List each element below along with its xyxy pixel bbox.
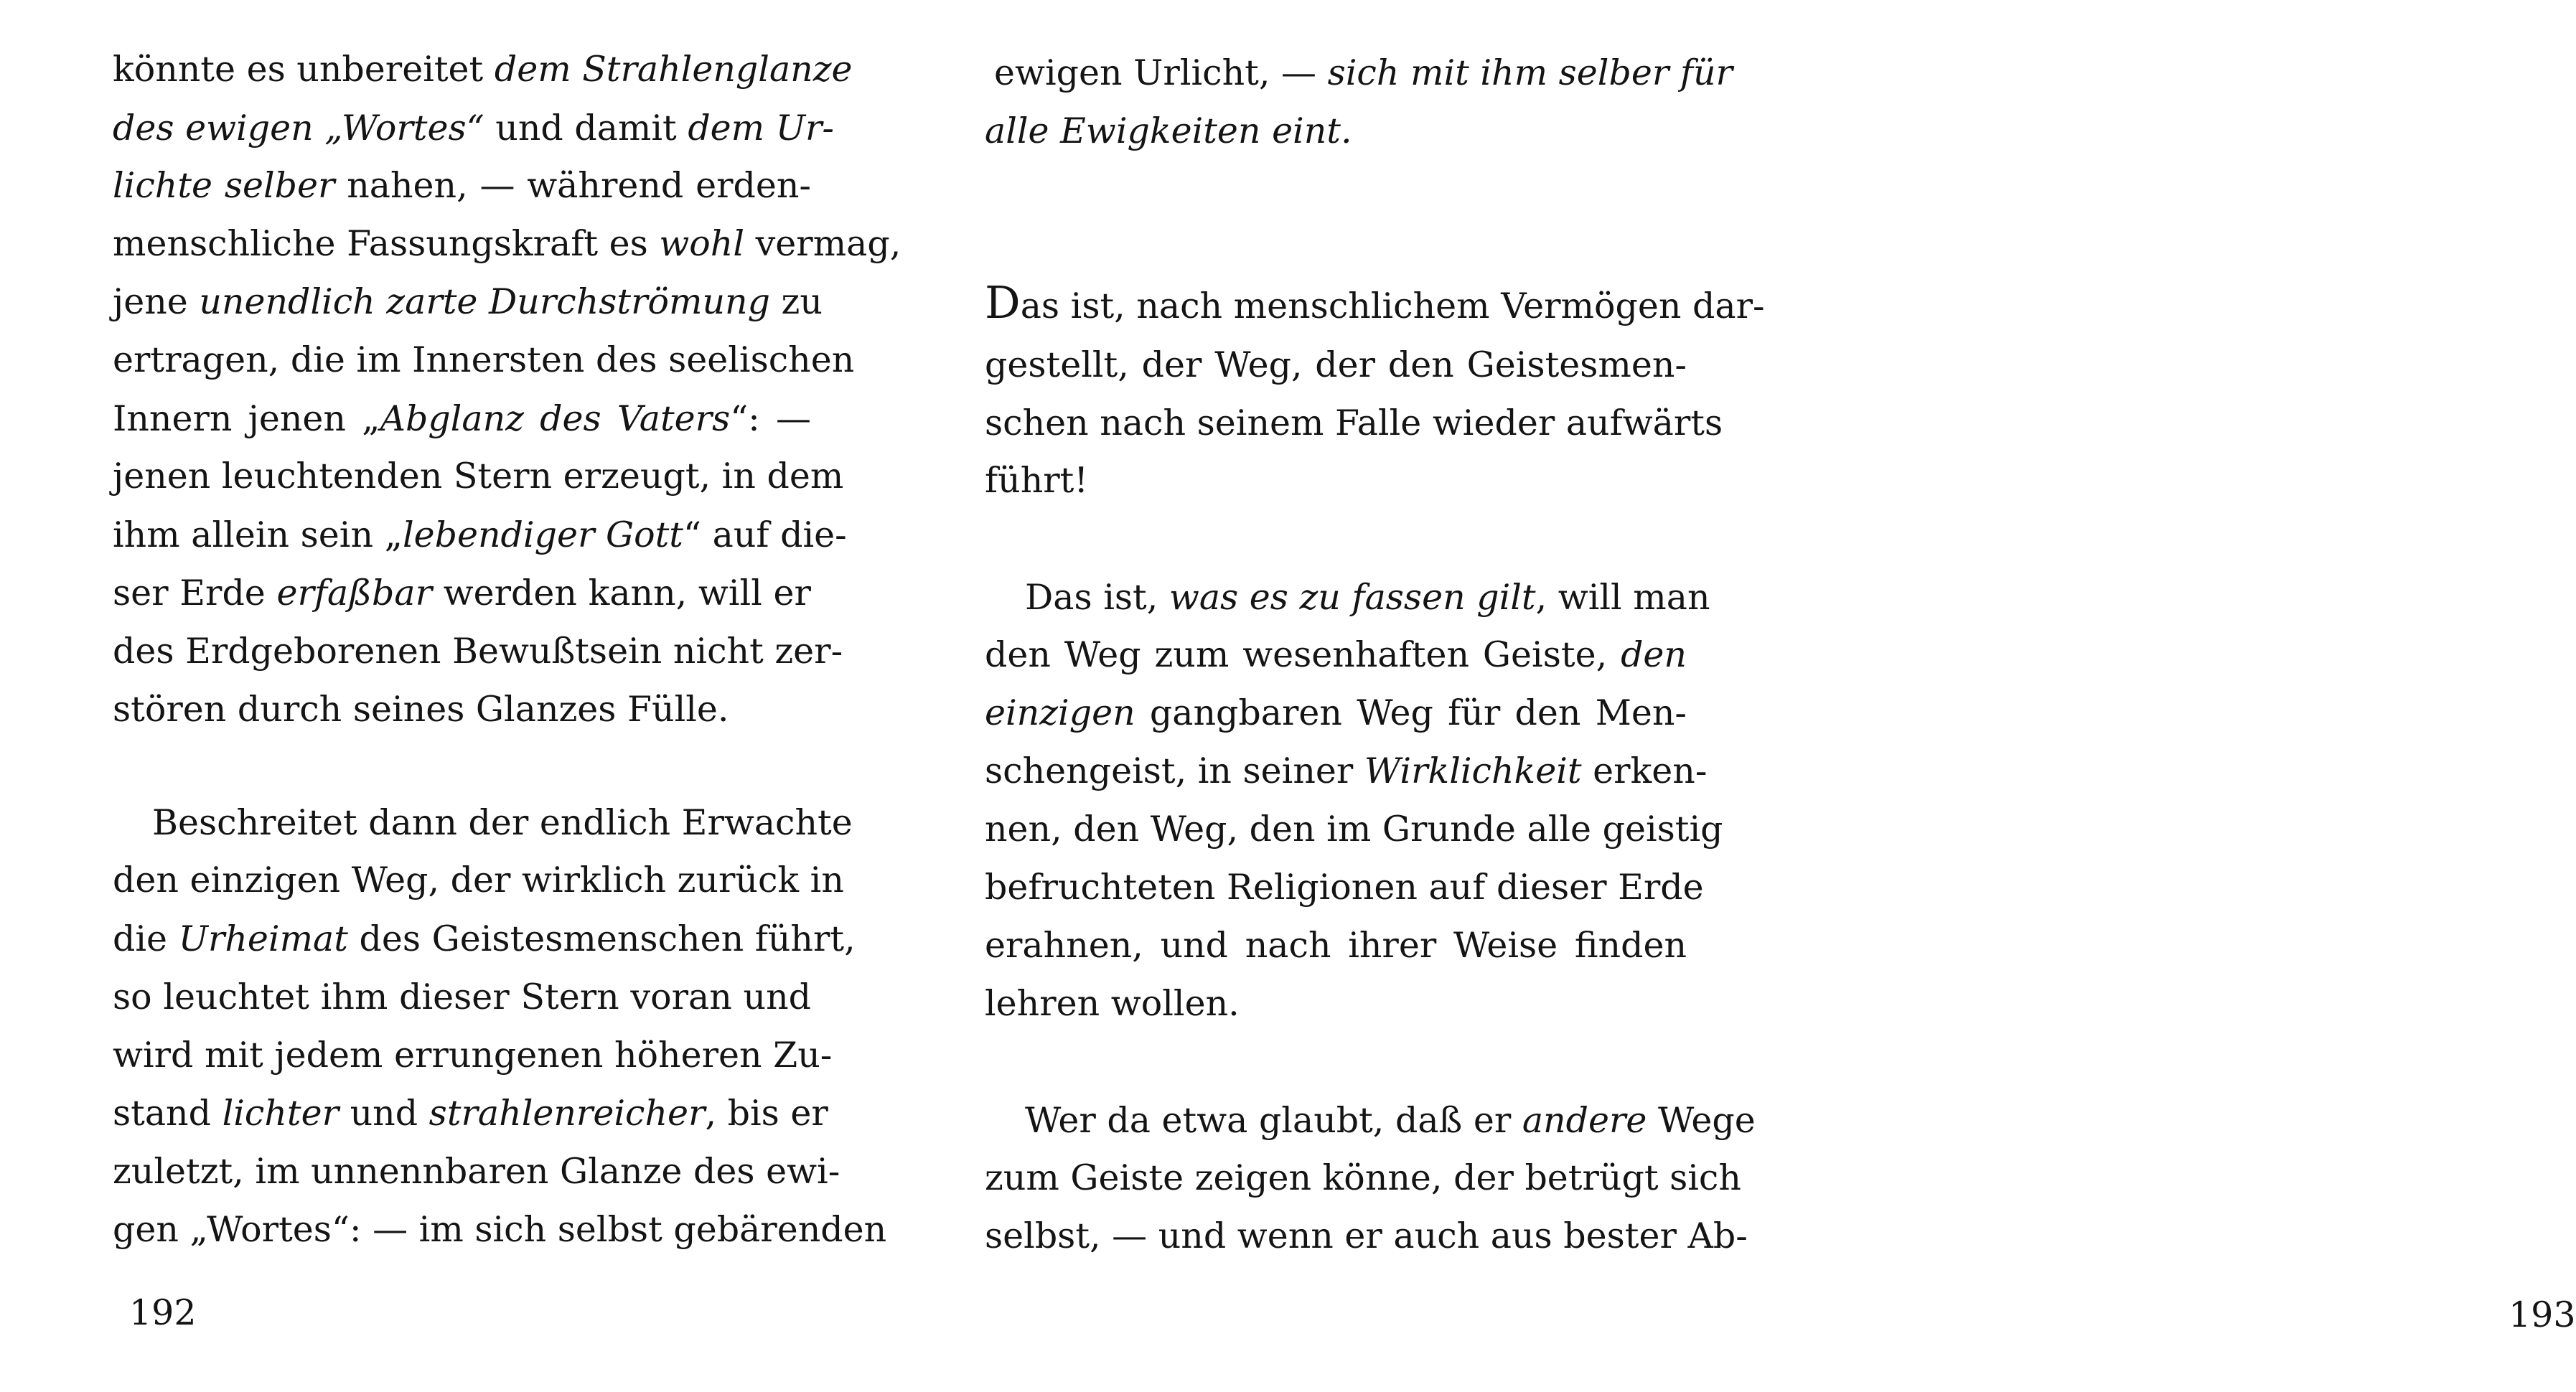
- italic-text: einzigen: [985, 692, 1135, 733]
- text-line: [113, 1208, 887, 1251]
- text-run: Wege: [1647, 1100, 1756, 1141]
- initial-capital: D: [985, 276, 1021, 329]
- text-line: [985, 459, 1687, 502]
- text-line: [985, 808, 1723, 851]
- text-run: und: [339, 1093, 429, 1134]
- text-line: [994, 52, 1733, 95]
- text-run: befruchteten Religionen auf dieser Erde: [985, 867, 1704, 908]
- text-run: jene: [113, 281, 200, 322]
- text-line: [113, 1034, 833, 1077]
- text-run: stand: [113, 1093, 223, 1134]
- italic-text: des ewigen „Wortes“: [113, 108, 484, 149]
- text-run: , bis er: [705, 1093, 828, 1134]
- text-line: [985, 634, 1687, 677]
- text-run: erahnen, und nach ihrer Weise finden: [985, 925, 1687, 966]
- text-run: zu: [769, 281, 823, 322]
- italic-text: Wirklichkeit: [1364, 751, 1582, 791]
- left-page: [0, 0, 901, 1392]
- text-line: [113, 918, 856, 961]
- text-line: [113, 107, 834, 150]
- italic-text: Urheimat: [178, 918, 348, 959]
- italic-text: andere: [1522, 1100, 1647, 1141]
- text-line: [985, 110, 1687, 153]
- text-line: [113, 630, 843, 673]
- text-run: lehren wollen.: [985, 983, 1240, 1024]
- text-run: führt!: [985, 460, 1089, 501]
- italic-text: was es zu fassen gilt: [1168, 577, 1536, 618]
- text-run: jenen leuchtenden Stern erzeugt, in dem: [113, 456, 844, 497]
- text-run: schengeist, in seiner: [985, 751, 1364, 791]
- text-run: as ist, nach menschlichem Vermögen dar-: [1020, 286, 1765, 326]
- text-line: [985, 982, 1687, 1025]
- text-line: [113, 48, 853, 91]
- text-run: , will man: [1535, 577, 1710, 618]
- text-run: so leuchtet ihm dieser Stern voran und: [113, 977, 811, 1017]
- text-run: Beschreitet dann der endlich Erwachte: [152, 802, 853, 843]
- text-run: gangbaren Weg für den Men-: [1135, 692, 1687, 733]
- text-run: zuletzt, im unnennbaren Glanze des ewi-: [113, 1151, 840, 1192]
- text-line: [152, 801, 853, 845]
- text-run: zum Geiste zeigen könne, der betrügt sich: [985, 1157, 1741, 1198]
- text-line: [113, 688, 811, 731]
- text-run: gen „Wortes“: — im sich selbst gebärenden: [113, 1209, 887, 1250]
- italic-text: lichte selber: [113, 165, 335, 206]
- text-run: “: —: [730, 398, 812, 439]
- text-line: [113, 859, 844, 902]
- text-line: [113, 222, 901, 265]
- text-run: Wer da etwa glaubt, daß er: [1025, 1100, 1522, 1141]
- text-line: [113, 572, 811, 615]
- text-line: [113, 339, 855, 382]
- italic-text: dem Strahlenglanze: [494, 49, 853, 90]
- italic-text: strahlenreicher: [428, 1093, 706, 1134]
- text-run: menschliche Fassungskraft es: [113, 223, 660, 264]
- text-line: [113, 976, 811, 1019]
- italic-text: sich mit ihm selber für: [1327, 52, 1733, 93]
- text-run: erken-: [1581, 751, 1708, 791]
- text-run: des Erdgeborenen Bewußtsein nicht zer-: [113, 631, 843, 672]
- text-run: den einzigen Weg, der wirklich zurück in: [113, 860, 844, 900]
- page-number: 192: [129, 1292, 197, 1333]
- italic-text: dem Ur-: [688, 108, 834, 149]
- italic-text: lichter: [222, 1093, 339, 1134]
- text-run: nahen, — während erden-: [334, 165, 811, 206]
- text-line: [985, 924, 1687, 967]
- text-line: [113, 164, 811, 207]
- text-line: [113, 1092, 828, 1135]
- text-line: [985, 1215, 1748, 1258]
- text-line: [985, 276, 1765, 329]
- italic-text: Abglanz des Vaters: [380, 398, 731, 439]
- text-line: [985, 1157, 1741, 1200]
- text-run: ser Erde: [113, 573, 277, 613]
- text-run: wird mit jedem errungenen höheren Zu-: [113, 1035, 833, 1076]
- text-line: [1025, 576, 1710, 619]
- text-run: den Weg zum wesenhaften Geiste,: [985, 634, 1621, 675]
- text-run: ihm allein sein „: [113, 514, 403, 555]
- text-line: [985, 750, 1708, 793]
- text-line: [985, 344, 1687, 387]
- text-run: und damit: [484, 108, 688, 149]
- text-line: [985, 402, 1723, 445]
- text-run: die: [113, 918, 179, 959]
- text-run: nen, den Weg, den im Grunde alle geistig: [985, 809, 1723, 850]
- text-run: selbst, — und wenn er auch aus bester Ab-: [985, 1215, 1748, 1256]
- text-run: “ auf die-: [683, 514, 847, 555]
- text-line: [985, 866, 1704, 909]
- text-run: ertragen, die im Innersten des seelischen: [113, 339, 855, 380]
- text-run: vermag,: [744, 223, 901, 264]
- italic-text: alle Ewigkeiten eint.: [985, 110, 1352, 151]
- page-number: 193: [2509, 1294, 2576, 1335]
- italic-text: wohl: [659, 223, 745, 264]
- text-run: des Geistesmenschen führt,: [347, 918, 856, 959]
- text-run: werden kann, will er: [432, 573, 811, 613]
- right-page: [897, 0, 2576, 1392]
- text-run: stören durch seines Glanzes Fülle.: [113, 689, 729, 730]
- italic-text: lebendiger Gott: [402, 514, 683, 555]
- text-line: [113, 1150, 840, 1193]
- italic-text: erfaßbar: [276, 573, 432, 613]
- text-run: ewigen Urlicht, —: [994, 52, 1328, 93]
- text-run: Das ist,: [1025, 577, 1169, 618]
- text-run: schen nach seinem Falle wieder aufwärts: [985, 403, 1723, 443]
- text-run: gestellt, der Weg, der den Geistesmen-: [985, 344, 1687, 385]
- text-run: Innern jenen „: [113, 398, 380, 439]
- text-line: [985, 692, 1687, 735]
- text-line: [113, 455, 844, 498]
- italic-text: den: [1621, 634, 1687, 675]
- text-line: [113, 281, 823, 324]
- italic-text: unendlich zarte Durchströmung: [199, 281, 770, 322]
- text-line: [113, 398, 811, 441]
- text-run: könnte es unbereitet: [113, 49, 495, 90]
- text-line: [1025, 1099, 1756, 1142]
- text-line: [113, 514, 847, 557]
